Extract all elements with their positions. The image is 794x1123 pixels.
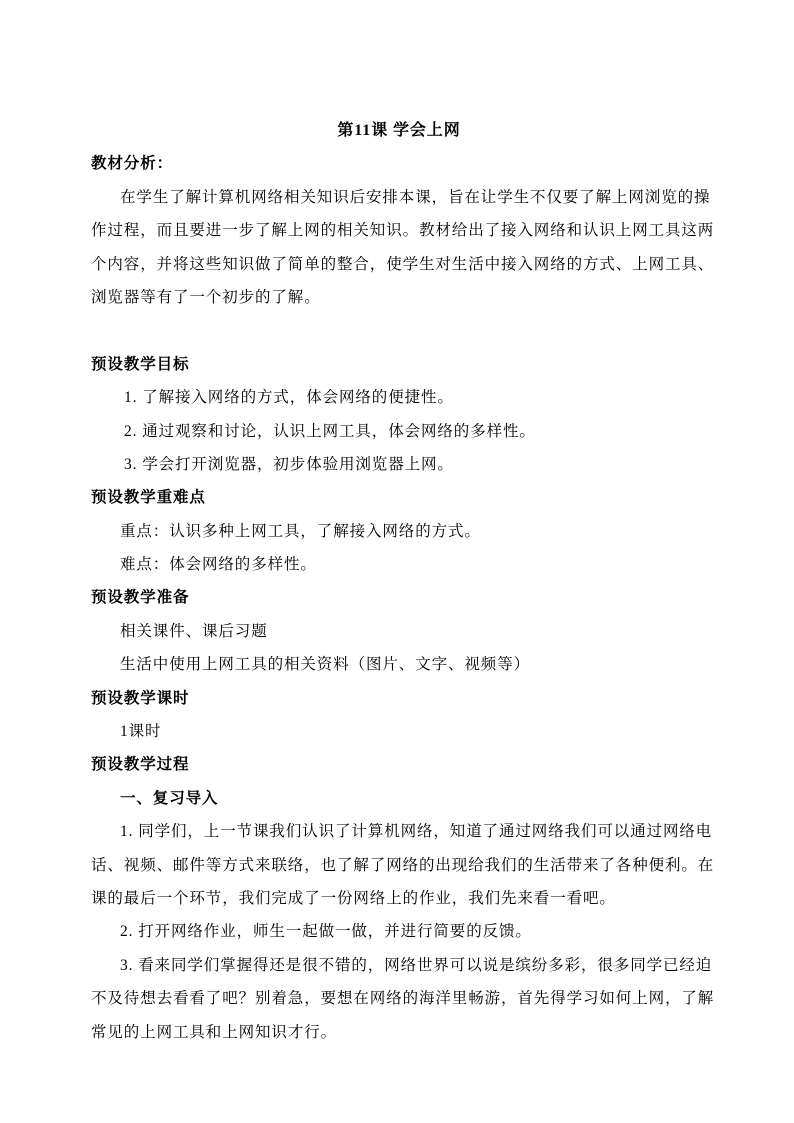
- process-section-heading: 一、复习导入: [120, 789, 219, 807]
- lesson-title: 第11课 学会上网: [337, 122, 461, 139]
- process-heading: 预设教学过程: [91, 756, 190, 774]
- process-line: 常见的上网工具和上网知识才行。: [91, 1023, 338, 1041]
- document-page: [91, 114, 715, 1049]
- hours-heading: 预设教学课时: [91, 689, 190, 707]
- goal-item: 2. 通过观察和讨论，认识上网工具，体会网络的多样性。: [124, 422, 536, 440]
- goal-item: 3. 学会打开浏览器，初步体验用浏览器上网。: [124, 455, 454, 473]
- analysis-line: 在学生了解计算机网络相关知识后安排本课，旨在让学生不仅要了解上网浏览的操: [120, 188, 711, 206]
- analysis-heading: 教材分析：: [91, 155, 174, 173]
- analysis-line: 个内容，并将这些知识做了简单的整合，使学生对生活中接入网络的方式、上网工具、: [91, 255, 715, 273]
- process-line: 不及待想去看看了吧？别着急，要想在网络的海洋里畅游，首先得学习如何上网，了解: [91, 990, 715, 1008]
- keypoint-item: 难点：体会网络的多样性。: [120, 556, 317, 574]
- process-line: 课的最后一个环节，我们完成了一份网络上的作业，我们先来看一看吧。: [91, 889, 616, 907]
- keypoint-item: 重点：认识多种上网工具，了解接入网络的方式。: [120, 522, 481, 540]
- prep-heading: 预设教学准备: [91, 589, 190, 607]
- process-line: 2. 打开网络作业，师生一起做一做，并进行简要的反馈。: [120, 923, 532, 941]
- analysis-line: 浏览器等有了一个初步的了解。: [91, 288, 321, 306]
- process-line: 1. 同学们，上一节课我们认识了计算机网络，知道了通过网络我们可以通过网络电: [120, 823, 713, 841]
- analysis-line: 作过程，而且要进一步了解上网的相关知识。教材给出了接入网络和认识上网工具这两: [91, 222, 715, 240]
- prep-item: 生活中使用上网工具的相关资料（图片、文字、视频等）: [120, 656, 531, 674]
- keypoints-heading: 预设教学重难点: [91, 489, 206, 507]
- blank-line: [91, 314, 707, 347]
- hours-value: 1课时: [120, 723, 162, 741]
- goal-item: 1. 了解接入网络的方式，体会网络的便捷性。: [124, 389, 454, 407]
- prep-item: 相关课件、课后习题: [120, 622, 268, 640]
- process-line: 话、视频、邮件等方式来联络，也了解了网络的出现给我们的生活带来了各种便利。在: [91, 856, 715, 874]
- process-line: 3. 看来同学们掌握得还是很不错的，网络世界可以说是缤纷多彩，很多同学已经迫: [120, 956, 713, 974]
- goals-heading: 预设教学目标: [91, 355, 190, 373]
